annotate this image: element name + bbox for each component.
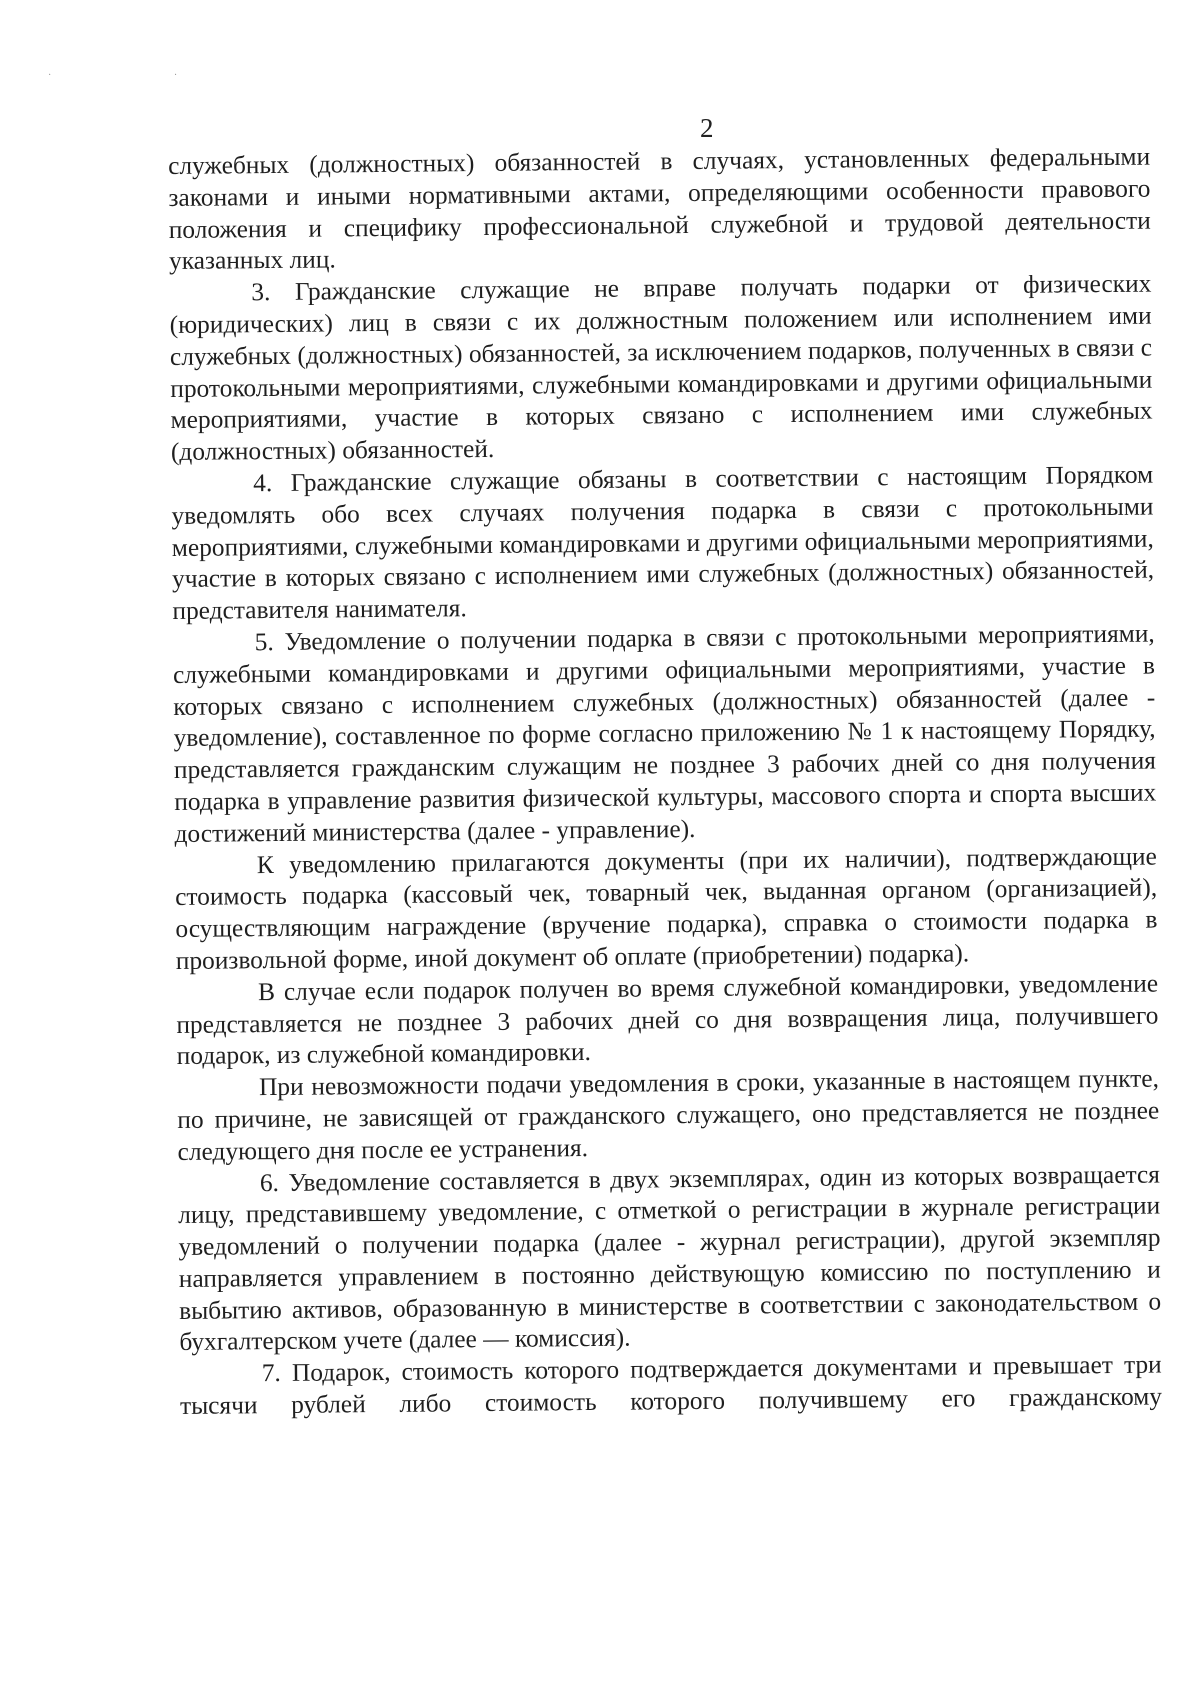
paragraph-item-7: 7. Подарок, стоимость которого подтверждается документами и превышает три тысячи рублей либо стоимость которого получившему его гражданскому	[179, 1350, 1163, 1421]
paragraph-item-3: 3. Гражданские служащие не вправе получать подарки от физических (юридических) лиц в связи с их должностным положением или исполнением ими служебных (должностных) обязанностей, за исключением подарков, полученных в связи с протокольными мероприятиями, служебными командировками и другими официальными мероприятиями, участие в которых связано с исполнением ими служебных (должностных) обязанностей.	[169, 269, 1153, 467]
scan-specks: · ·	[48, 70, 238, 81]
paragraph-continuation: служебных (должностных) обязанностей в случаях, установленных федеральными законами и иными нормативными актами, определяющими особенности правового положения и специфику профессиональной служебной и трудовой деятельности указанных лиц.	[168, 142, 1151, 276]
paragraph-item-5: 5. Уведомление о получении подарка в связи с протокольными мероприятиями, служебными командировками и другими официальными мероприятиями, участие в которых связано с исполнением служебных (должностных) обязанностей (далее - уведомление), составленное по форме согласно приложению № 1 к настоящему Порядку, представляется гражданским служащим не позднее 3 рабочих дней со дня получения подарка в управление развития физической культуры, массового спорта и спорта высших достижений министерства (далее - управление).	[172, 619, 1157, 848]
paragraph-business-trip: В случае если подарок получен во время служебной командировки, уведомление представляется не позднее 3 рабочих дней со дня возвращения лица, получившего подарок, из служебной командировки.	[176, 969, 1159, 1071]
paragraph-attachments: К уведомлению прилагаются документы (при их наличии), подтверждающие стоимость подарка (кассовый чек, товарный чек, выданная органом (организацией), осуществляющим награждение (вручение подарка), справка о стоимости подарка в произвольной форме, иной документ об оплате (приобретении) подарка).	[175, 842, 1158, 975]
paragraph-item-6: 6. Уведомление составляется в двух экземплярах, один из которых возвращается лицу, представившему уведомление, с отметкой о регистрации в журнале регистрации уведомлений о получении подарка (далее - журнал регистрации), другой экземпляр направляется управлением в постоянно действующую комиссию по поступлению и выбытию активов, образованную в министерстве в соответствии с законодательством о бухгалтерском учете (далее — комиссия).	[178, 1160, 1162, 1357]
document-body	[168, 142, 1162, 1423]
page-number: 2	[700, 113, 714, 143]
paragraph-item-4: 4. Гражданские служащие обязаны в соответствии с настоящим Порядком уведомлять обо всех случаях получения подарка в связи с протокольными мероприятиями, служебными командировками и другими официальными мероприятиями, участие в которых связано с исполнением ими служебных (должностных) обязанностей, представителя нанимателя.	[171, 460, 1155, 626]
paragraph-impossibility: При невозможности подачи уведомления в сроки, указанные в настоящем пункте, по причине, не зависящей от гражданского служащего, оно представляется не позднее следующего дня после ее устранения.	[177, 1064, 1160, 1166]
